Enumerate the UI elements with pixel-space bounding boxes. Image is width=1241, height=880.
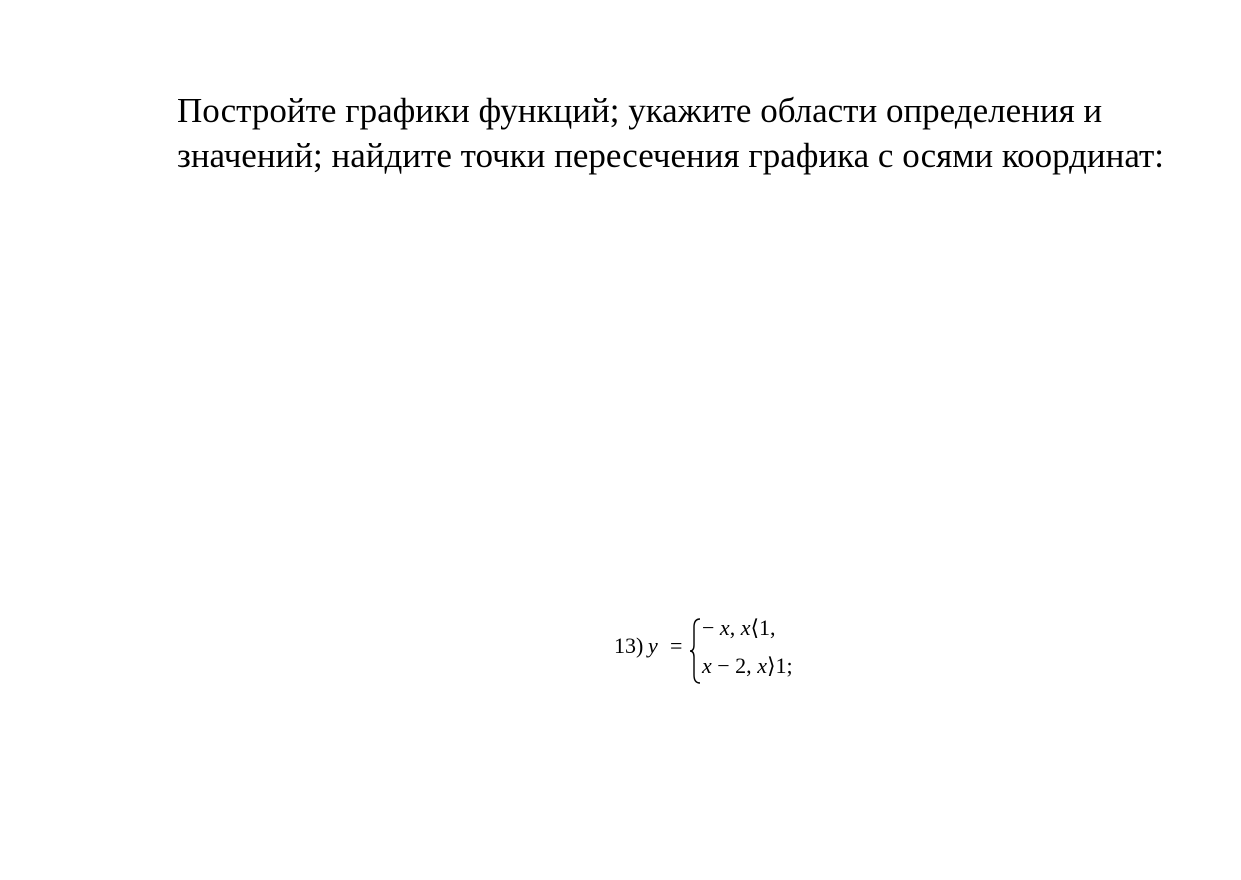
formula-case-2: x − 2, x⟩1; [702, 653, 793, 678]
task-statement: Постройте графики функций; укажите области определения и значений; найдите точки пересечения графика с осями координат: [177, 91, 1165, 175]
formula-equals: = [670, 633, 683, 658]
formula-case-1: − x, x⟨1, [702, 615, 776, 640]
left-brace-icon [690, 617, 702, 685]
formula-number: 13) [614, 633, 644, 658]
piecewise-formula [614, 611, 814, 691]
formula-lhs: y [648, 633, 658, 658]
